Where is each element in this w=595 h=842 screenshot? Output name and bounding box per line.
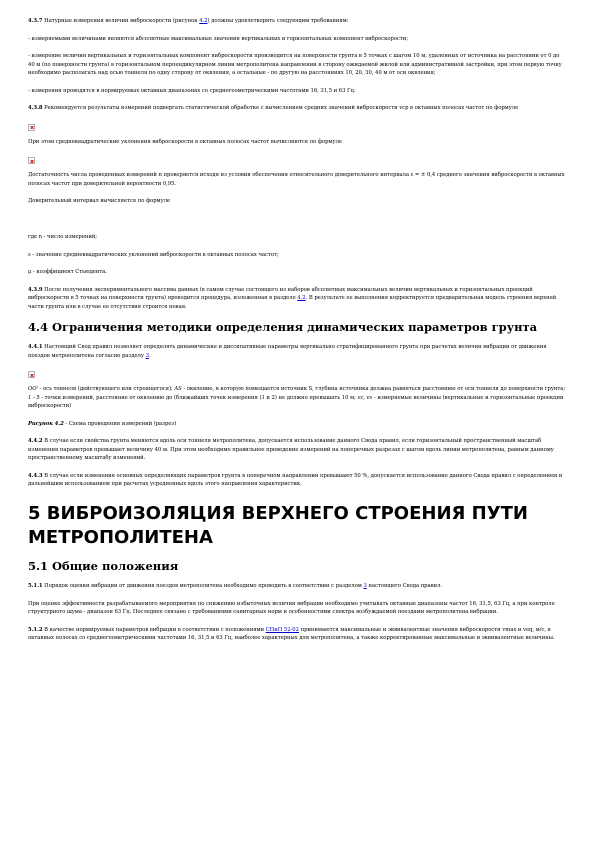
broken-image-icon: [28, 371, 35, 378]
link-section-3[interactable]: 3: [363, 583, 367, 590]
paragraph-text: .: [148, 352, 151, 359]
legend-term: vz, vx: [357, 394, 373, 401]
requirement-1: - измеряемыми величинами являются абсолютные максимальные значения вертикальных и горизонтальных компонент виброскорости;: [28, 35, 408, 42]
paragraph-4-4-1: [28, 343, 567, 360]
link-section-4-2[interactable]: 4.2: [297, 295, 306, 302]
link-snip-52-02[interactable]: СНиП 52-02: [265, 626, 299, 633]
link-section-3[interactable]: 3: [145, 352, 149, 359]
legend-text: - измеряемые величины (вертикальные и горизонтальные проекции виброскорости): [28, 394, 564, 409]
caption-label: Рисунок 4.2: [28, 420, 64, 427]
broken-image-icon: [28, 124, 35, 131]
definition-n: где n - число измерений;: [28, 233, 98, 240]
clause-number: 4.4.1: [28, 344, 43, 351]
legend-text: - ось тоннеля (действующего или строящегося);: [38, 386, 175, 393]
figure-image-placeholder: [28, 369, 567, 385]
clause-number: 4.3.9: [28, 286, 43, 293]
paragraph-text: Порядок оценки вибрации от движения поездов метрополитена необходимо проводить в соответствии с разделом: [42, 583, 364, 590]
paragraph-text: . В результате ее выполнения корректируется предварительная модель строения верхней части грунта или в случае ее отсутствия строится новая.: [28, 295, 557, 310]
requirement-2: - измерение величин вертикальных и горизонтальных компонент виброскорости производится на поверхности грунта в 5 точках с шагом 10 м, удаленных от источника на расстоянии от 0 до 40 м (по поверхности грунта) в горизонтальном перпендикулярном линии метрополитена направлении в сторону ожидаемой жилой или административной застройки, при этом первую точку необходимо располагать над осью тоннеля по одну сторону от оквления, а остальные - по другую на расстояниях 10, 20, 30, 40 м от оси оквления;: [28, 53, 562, 76]
clause-number: 5.1.1: [28, 583, 43, 590]
paragraph-text: Рекомендуется результаты измерений подвергать статистической обработке с вычислением средних значений виброскорости vср в октавных полосах частот по формуле: [42, 105, 519, 112]
paragraph-text: настоящего Свода правил.: [366, 583, 442, 590]
clause-number: 5.1.2: [28, 626, 43, 633]
section-heading-5-1: 5.1 Общие положения: [28, 559, 179, 574]
paragraph-4-4-2: [28, 437, 567, 462]
definition-s: s - значение среднеквадратических уклонений виброскорости в октавных полосах частот;: [28, 251, 279, 258]
broken-image-icon: [28, 157, 35, 164]
paragraph-5-1-1: [28, 582, 567, 590]
paragraph-text: В случае если изменения основных определяющих параметров грунта в поперечном направлении превышают 50 %, допускается использование данного Свода правил с определением и дальнейшим использованием при расчетах усредненных вдоль этого направления характеристик.: [28, 472, 563, 487]
paragraph-text: После получения экспериментального массива данных (в самом случае состоящего из наборов абсолютных максимальных величин вертикальных и горизонтальных проекций виброскорости в 5 точках на поверхности грунта) проводится процедура, изложенная в разделе: [28, 286, 533, 302]
paragraph-text: В случае если свойства грунта меняются вдоль оси тоннеля метрополитена, допускается использование данного Свода правил, если горизонтальный пространственный масштаб изменения параметров превышает величину 40 м. При этом необходимо правильное проведение измерений на поперечных разрезах с шагом вдоль линии метрополитена, равным данному пространственному масштабу изменений.: [28, 438, 554, 461]
section-heading-4-4: 4.4 Ограничения методики определения динамических параметров грунта: [28, 320, 538, 335]
formula-image-placeholder: [28, 122, 567, 138]
legend-term: 1 - 5: [28, 394, 40, 401]
clause-number: 4.3.7: [28, 18, 43, 24]
legend-text: - точки измерений, расстояние от оквлению до (ближайших точек измерения (1 и 2) не должно превышать 10 м;: [39, 394, 358, 401]
chapter-heading-5: 5 ВИБРОИЗОЛЯЦИЯ ВЕРХНЕГО СТРОЕНИЯ ПУТИ МЕТРОПОЛИТЕНА: [28, 503, 528, 549]
paragraph-text: ) должны удовлетворять следующим требованиям:: [207, 18, 349, 24]
clause-number: 4.4.2: [28, 438, 43, 445]
paragraph-4-4-3: [28, 472, 567, 489]
paragraph-5-1-2: [28, 626, 567, 643]
paragraph-sko: При этом среднеквадратические уклонения виброскорости в октавных полосах частот вычисляются по формуле: [28, 138, 342, 145]
clause-number: 4.3.8: [28, 105, 43, 112]
requirement-3: - измерения проводятся в нормируемых октавных диапазонах со среднегеометрическими частотами 16, 31,5 и 63 Гц.: [28, 87, 356, 94]
paragraph-text: В качестве нормируемых параметров вибрации в соответствии с положениями: [42, 626, 266, 633]
legend-text: - оквление, в которую помещается источник S, глубина источника должна равняться расстоянию от оси тоннеля до поверхности грунта;: [181, 386, 566, 393]
legend-term: OO': [28, 386, 38, 393]
paragraph-text: Настоящий Свод правил позволяет определять динамические и диссипативные параметры вертикально стратифицированного грунта при расчетах величин вибрации от движения поездов метрополитена согласно разделу: [28, 344, 547, 359]
caption-text: - Схема проведения измерений (разрез): [63, 420, 177, 427]
figure-caption: [28, 420, 567, 428]
paragraph-4-3-9: [28, 286, 567, 311]
paragraph-text: принимаются максимальные и эквивалентные значения виброскорости vmax и veq, м/с, в октавных полосах со среднегеометрическими частотами 16, 31,5 и 63 Гц, наиболее характерных для метрополитена, а также корректированные максимальные и эквивалентные величины.: [28, 626, 555, 642]
figure-legend: [28, 385, 567, 410]
paragraph-confidence: Доверительный интервал вычисляется по формуле: [28, 198, 171, 205]
legend-term: AS: [174, 386, 182, 393]
clause-number: 4.4.3: [28, 472, 43, 479]
definition-mu: μ - коэффициент Стьюдента.: [28, 269, 107, 276]
paragraph-4-3-8: [28, 104, 567, 112]
paragraph-sufficiency: Достаточность числа проведенных измерений n проверяется исходя из условия обеспечения относительного доверительного интервала ε = ± 0,4 среднего значения виброскорости в октавных полосах частот при доверительной вероятности 0,95.: [28, 172, 565, 187]
paragraph-efficiency: При оценке эффективности разрабатываемого мероприятия по снижению избыточных величин вибрации необходимо учитывать октавные диапазоны частот 16, 31,5, 63 Гц, а при контроле структурного шума - диапазон 63 Гц. Последнее связано с требованиями санитарных норм и особенностями спектра возбуждаемой поездами метрополитена вибрации.: [28, 600, 555, 616]
paragraph-4-3-7: [28, 17, 567, 25]
formula-spacer: [28, 215, 567, 233]
link-figure-4-2[interactable]: 4.2: [199, 18, 208, 24]
paragraph-text: Натурные измерения величин виброскорости (рисунок: [42, 18, 200, 24]
formula-image-placeholder: [28, 155, 567, 171]
